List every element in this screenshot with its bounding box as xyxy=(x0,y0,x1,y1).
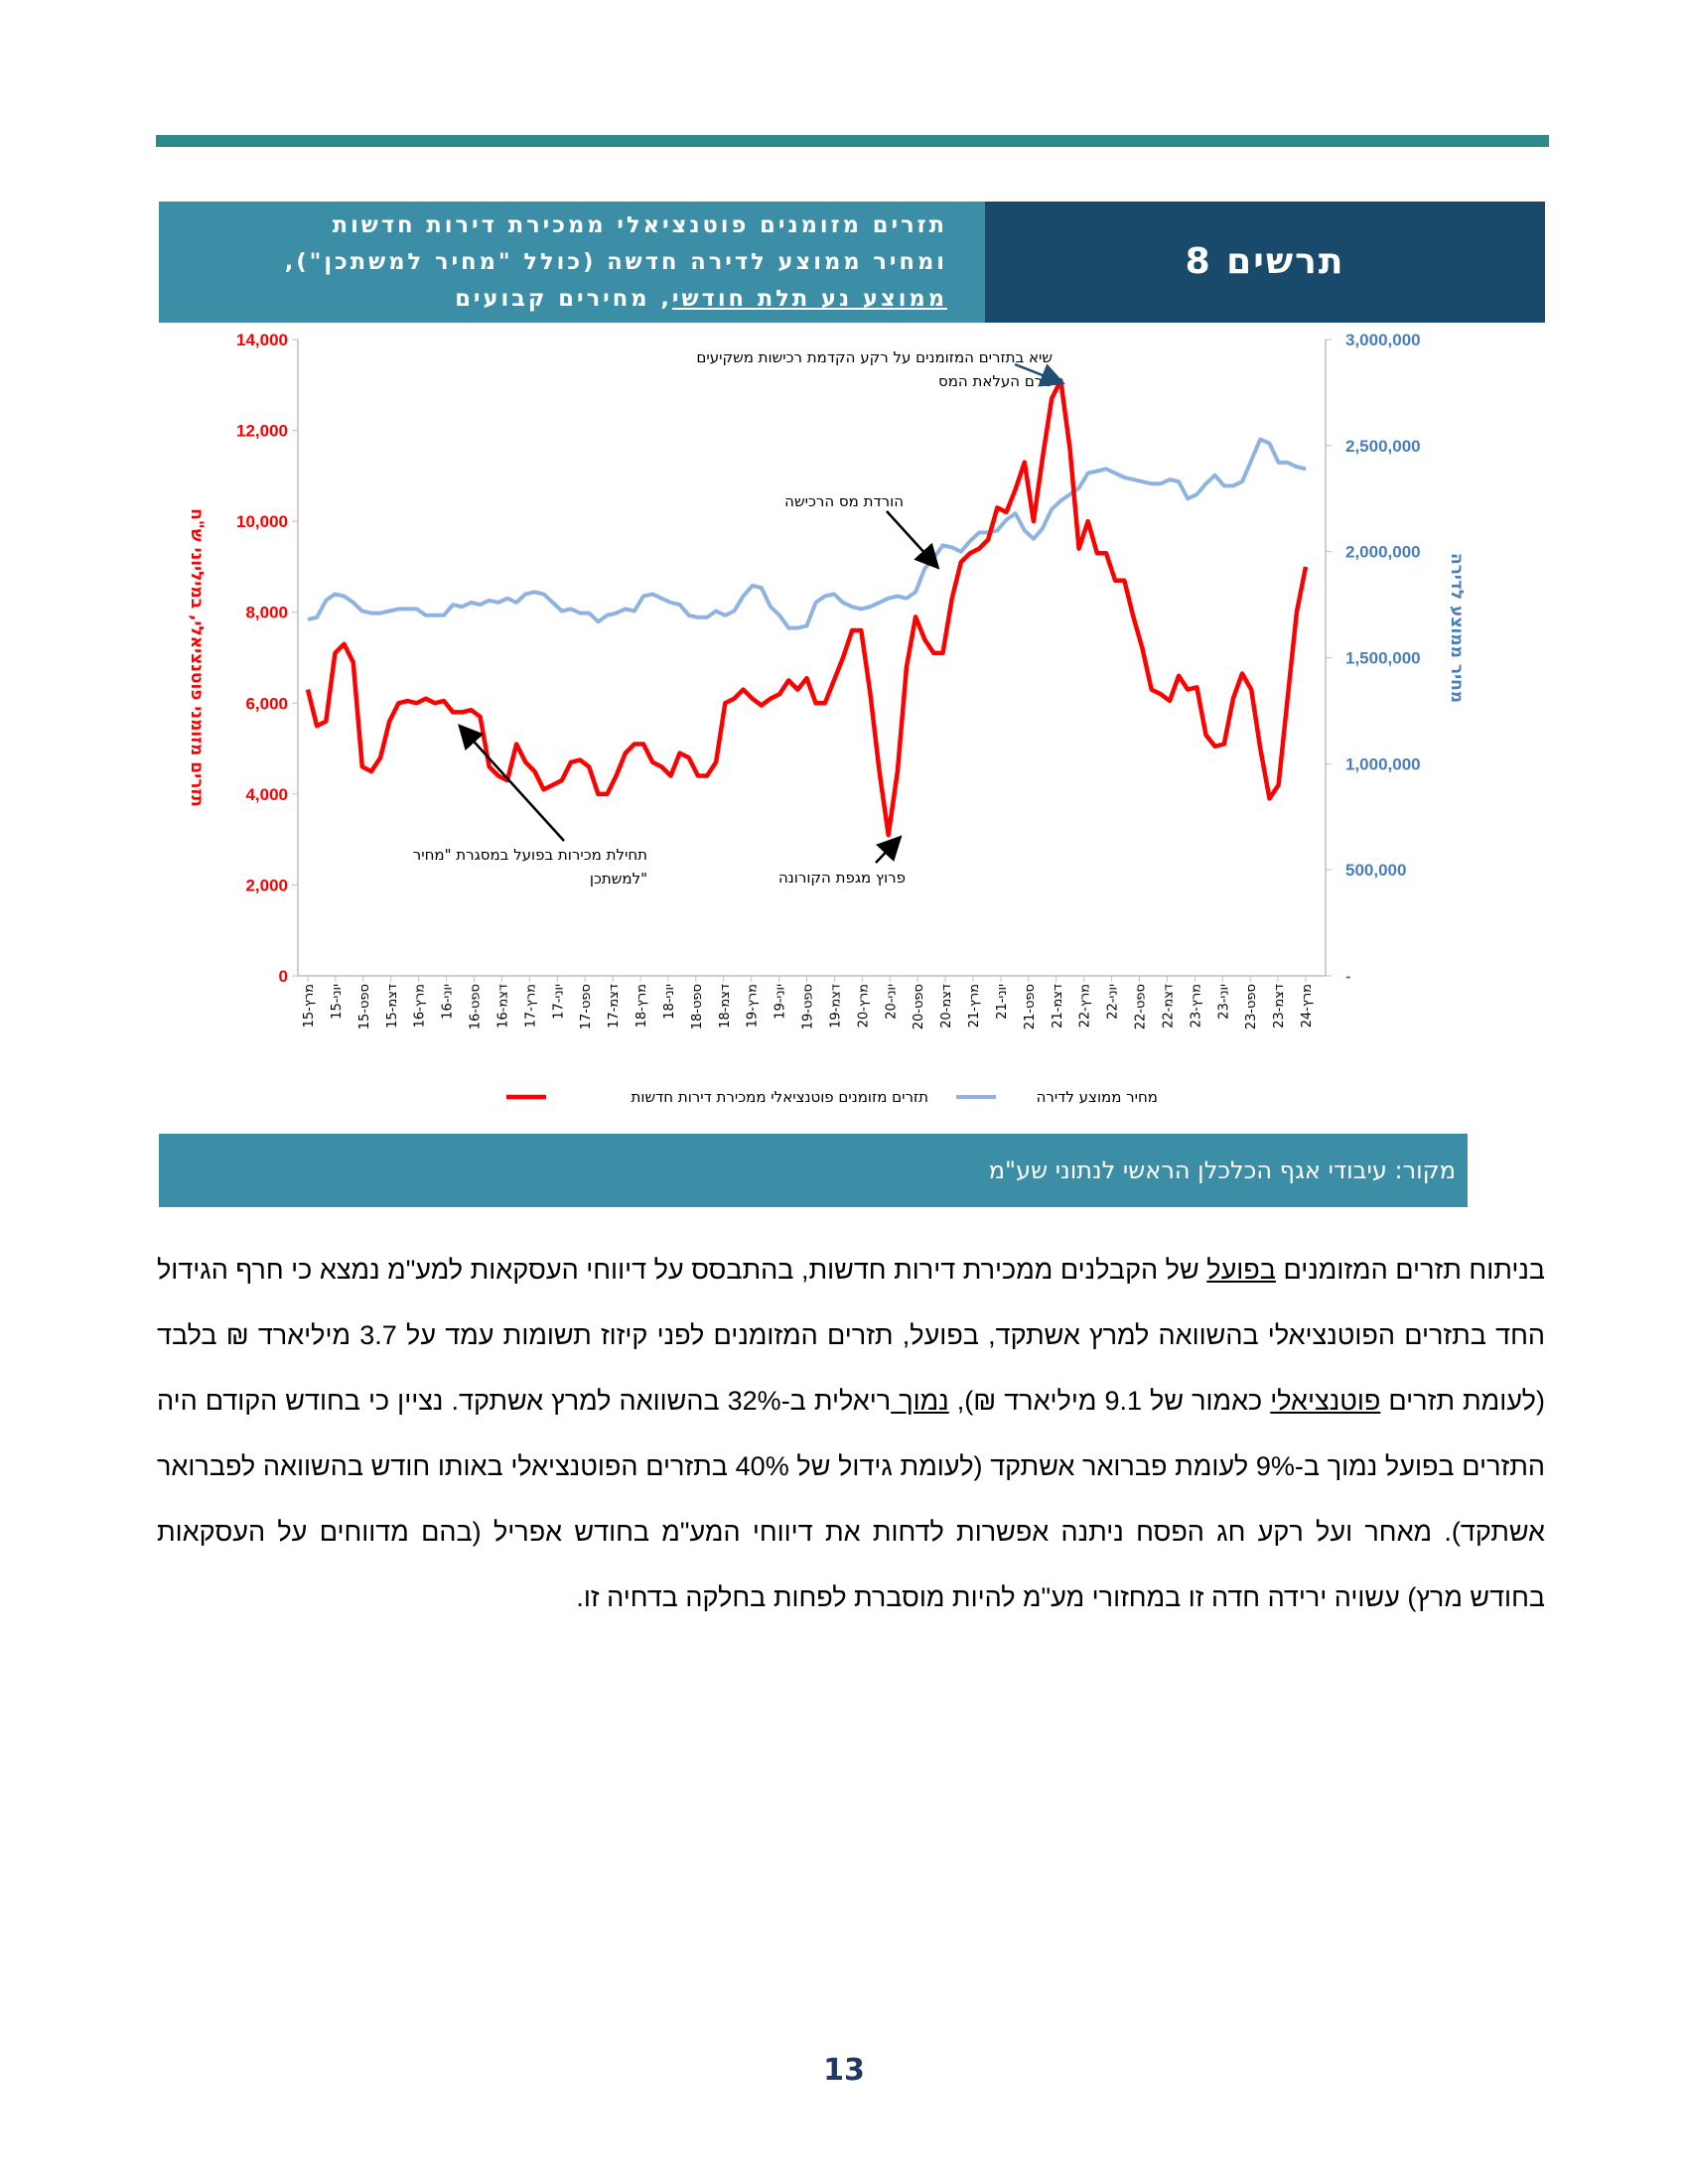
x-tick-label: יוני-22 xyxy=(1105,984,1121,1020)
x-tick-label: מרץ-20 xyxy=(856,984,872,1028)
body-text-2: של הקבלנים ממכירת דירות חדשות, בהתבסס על דיווחי העסקאות למע"מ נמצא כי חרף הגידול החד בתזרים הפוטנציאלי בהשוואה למרץ אשתקד, בפועל, תזרים המזומנים לפני קיזוז תשומות עמד על 3.7 מיליארד ₪ בלבד (לעומת תזרים xyxy=(157,1255,1545,1416)
source-note: מקור: עיבודי אגף הכלכלן הראשי לנתוני שע"מ xyxy=(159,1134,1468,1207)
right-tick-label: 3,000,000 xyxy=(1345,331,1421,349)
x-tick-label: דצמ-19 xyxy=(828,984,844,1028)
left-tick-label: 12,000 xyxy=(236,421,288,441)
figure-title-line-1: תזרים מזומנים פוטנציאלי ממכירת דירות חדשות xyxy=(332,212,947,238)
body-text-actual: בפועל xyxy=(1206,1255,1276,1285)
x-tick-label: מרץ-21 xyxy=(967,984,982,1028)
body-text-3: כאמור של 9.1 מיליארד ₪), xyxy=(948,1386,1271,1416)
x-tick-label: מרץ-15 xyxy=(302,984,317,1028)
figure-title-line-2: ומחיר ממוצע לדירה חדשה (כולל "מחיר למשתכן"), xyxy=(284,249,947,275)
left-tick-label: 6,000 xyxy=(245,694,288,714)
x-tick-label: דצמ-20 xyxy=(939,984,955,1028)
x-tick-label: דצמ-22 xyxy=(1161,984,1177,1028)
annotation-program-line1: תחילת מכירות בפועל במסגרת "מחיר xyxy=(412,846,647,864)
x-tick-label: דצמ-18 xyxy=(717,984,733,1028)
x-tick-label: ספט-15 xyxy=(356,984,372,1030)
annotation-tax-cut-arrow xyxy=(887,511,936,566)
x-tick-label: ספט-16 xyxy=(468,984,484,1030)
left-tick-label: 0 xyxy=(278,967,288,986)
x-tick-label: יוני-21 xyxy=(994,984,1010,1020)
x-tick-label: מרץ-18 xyxy=(634,984,649,1028)
left-tick-label: 10,000 xyxy=(236,512,288,532)
x-tick-label: יוני-15 xyxy=(329,984,345,1020)
annotation-peak-line2: טרם העלאת המס xyxy=(937,372,1053,390)
right-tick-label: 2,000,000 xyxy=(1345,542,1421,562)
x-tick-label: ספט-21 xyxy=(1022,984,1038,1030)
x-tick-label: ספט-19 xyxy=(800,984,816,1030)
x-tick-label: ספט-23 xyxy=(1244,984,1260,1030)
x-tick-label: מרץ-16 xyxy=(412,984,428,1028)
annotation-program-line2: למשתכן" xyxy=(589,870,647,887)
x-tick-label: מרץ-22 xyxy=(1077,984,1093,1028)
chart xyxy=(159,323,1470,1132)
left-tick-label: 8,000 xyxy=(245,603,288,622)
annotation-covid-arrow xyxy=(876,839,899,863)
x-tick-label: יוני-23 xyxy=(1216,984,1232,1020)
x-tick-label: יוני-16 xyxy=(440,984,456,1020)
x-tick-label: יוני-18 xyxy=(661,984,677,1020)
right-axis-title: מחיר ממוצע לדירה xyxy=(1447,552,1467,704)
x-tick-label: דצמ-21 xyxy=(1050,984,1065,1028)
right-tick-label: - xyxy=(1345,967,1351,986)
x-tick-label: דצמ-15 xyxy=(384,984,400,1028)
x-tick-label: יוני-20 xyxy=(884,984,900,1020)
body-text-potential: פוטנציאלי xyxy=(1270,1386,1381,1416)
page-number: 13 xyxy=(823,2053,865,2088)
legend-label-average-price: מחיר ממוצע לדירה xyxy=(1036,1088,1158,1106)
body-text-1: בניתוח תזרים המזומנים xyxy=(1275,1255,1545,1285)
x-tick-label: דצמ-23 xyxy=(1272,984,1288,1028)
top-rule xyxy=(156,135,1549,147)
annotation-program-arrow xyxy=(461,728,564,841)
x-tick-label: ספט-20 xyxy=(912,984,927,1030)
x-tick-label: דצמ-17 xyxy=(607,984,623,1028)
figure-title-line-3 xyxy=(171,281,947,318)
series-line-average-price xyxy=(308,439,1306,627)
right-tick-label: 500,000 xyxy=(1345,861,1407,881)
right-tick-label: 2,500,000 xyxy=(1345,436,1421,456)
annotation-covid-text: פרוץ מגפת הקורונה xyxy=(777,869,906,887)
figure-title-line-3-underlined: ממוצע נע תלת חודשי xyxy=(671,286,947,312)
left-axis-title: תזרים מזומני פוטנציאלי, במיליוני ש"ח xyxy=(187,508,207,807)
x-tick-label: מרץ-23 xyxy=(1189,984,1204,1028)
x-tick-label: מרץ-24 xyxy=(1300,984,1315,1028)
x-tick-label: יוני-19 xyxy=(773,984,788,1020)
annotation-tax-cut-text: הורדת מס הרכישה xyxy=(784,492,904,510)
annotation-peak-line1: שיא בתזרים המזומנים על רקע הקדמת רכישות משקיעים xyxy=(696,348,1053,366)
left-tick-label: 4,000 xyxy=(245,784,288,804)
left-tick-label: 14,000 xyxy=(236,331,288,349)
body-text-low: נמוך xyxy=(891,1386,949,1416)
figure-number: תרשים 8 xyxy=(985,202,1545,323)
x-tick-label: יוני-17 xyxy=(551,984,567,1020)
x-tick-label: ספט-18 xyxy=(689,984,705,1030)
figure-title-line-3-rest: , מחירים קבועים xyxy=(455,286,672,312)
right-tick-label: 1,000,000 xyxy=(1345,754,1421,774)
x-tick-label: דצמ-16 xyxy=(495,984,511,1028)
body-text-4: ריאלית ב-32% בהשוואה למרץ אשתקד. נציין כי בחודש הקודם היה התזרים בפועל נמוך ב-9% לעומת פברואר אשתקד (לעומת גידול של 40% בתזרים הפוטנציאלי באותו חודש בהשוואה לפברואר אשתקד). מאחר ועל רקע חג הפסח ניתנה אפשרות לדחות את דיווחי המע"מ בחודש אפריל (בהם מדווחים על העסקאות בחודש מרץ) עשויה ירידה חדה זו במחזורי מע"מ להיות מוסברת לפחות בחלקה בדחיה זו. xyxy=(157,1386,1545,1612)
legend-label-cash-flow: תזרים מזומנים פוטנציאלי ממכירת דירות חדשות xyxy=(631,1088,928,1106)
x-tick-label: מרץ-17 xyxy=(523,984,539,1028)
right-tick-label: 1,500,000 xyxy=(1345,648,1421,668)
figure-title xyxy=(159,202,985,323)
x-tick-label: מרץ-19 xyxy=(745,984,761,1028)
x-tick-label: ספט-17 xyxy=(579,984,595,1030)
x-tick-label: ספט-22 xyxy=(1133,984,1149,1030)
left-tick-label: 2,000 xyxy=(245,876,288,895)
body-paragraph xyxy=(157,1237,1545,1630)
